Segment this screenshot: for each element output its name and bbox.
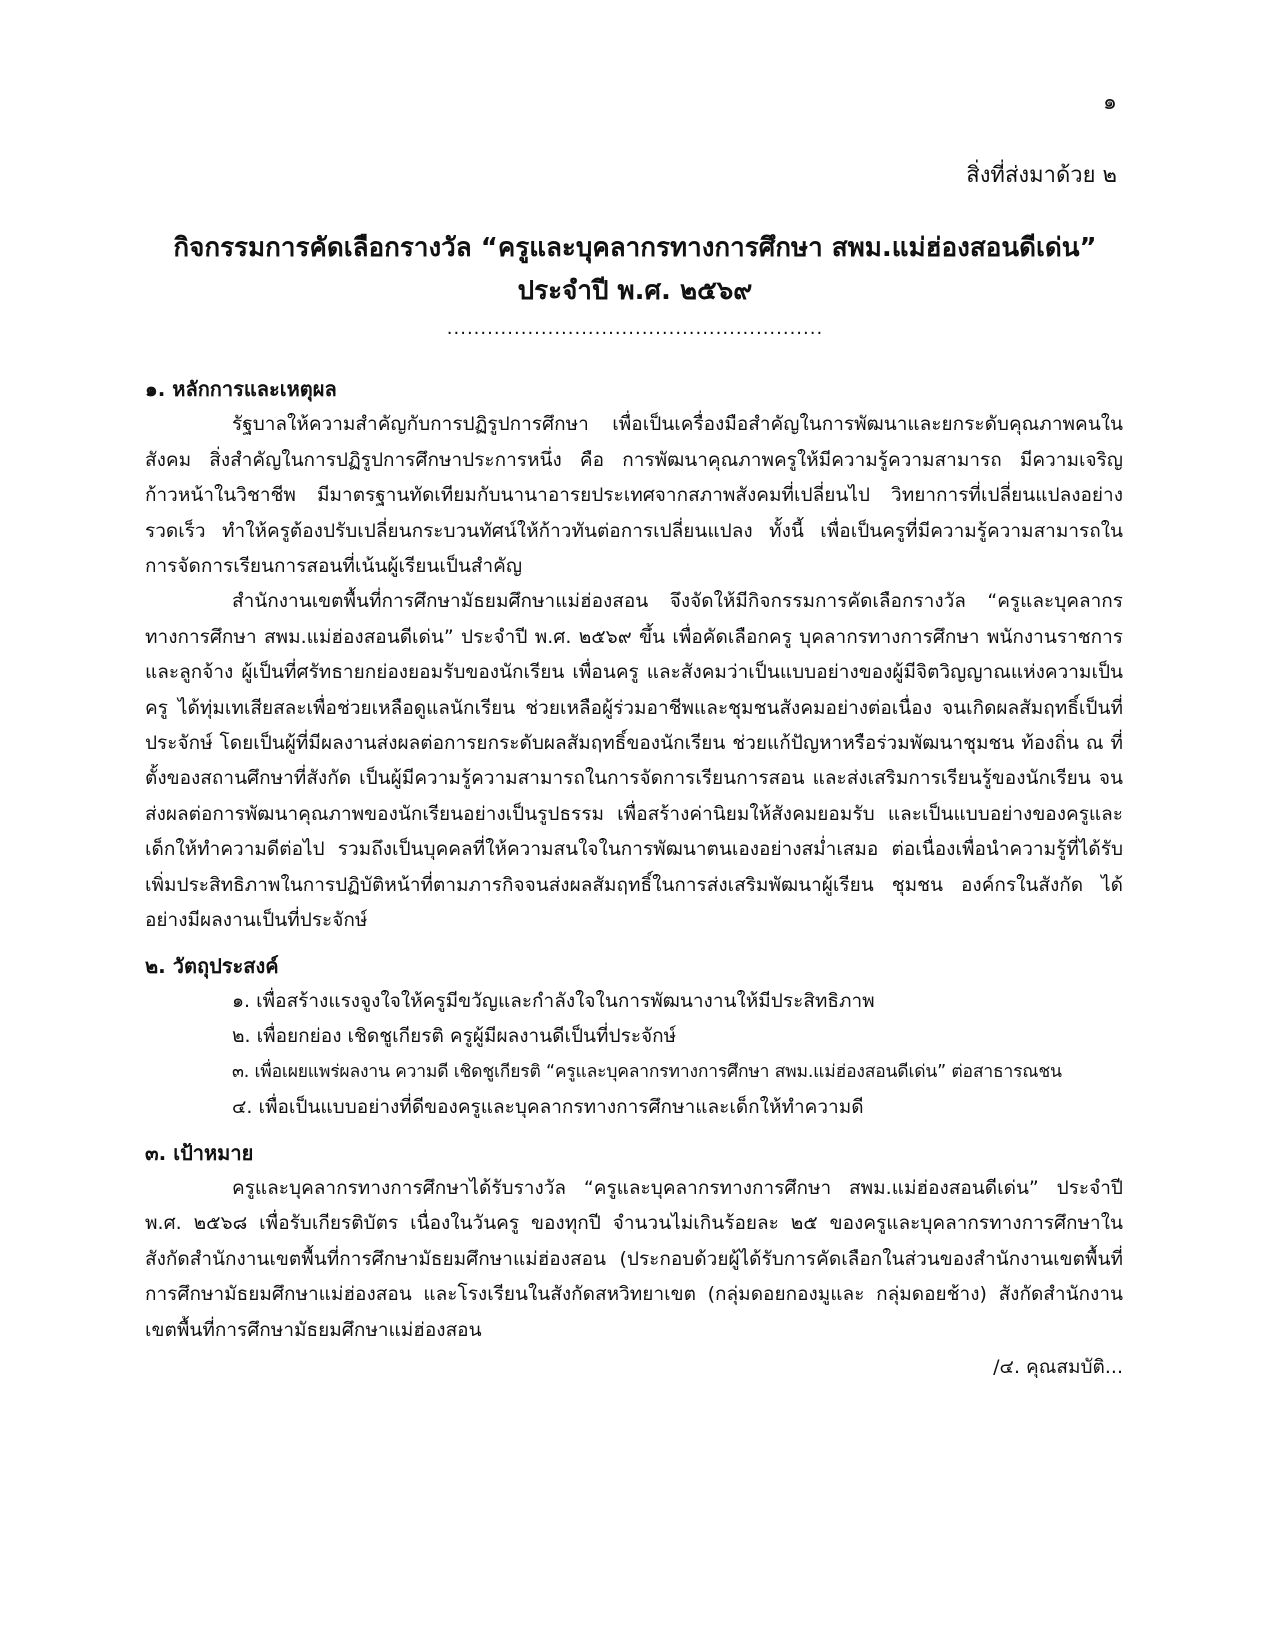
title-separator: ........................................................ <box>446 318 824 339</box>
section-heading: ๓. เป้าหมาย <box>145 1140 254 1165</box>
section-targets <box>145 1136 1123 1348</box>
section-principles <box>145 372 1123 939</box>
enclosure-label: สิ่งที่ส่งมาด้วย ๒ <box>966 163 1117 188</box>
title-line-2: ประจำปี พ.ศ. ๒๕๖๙ <box>517 276 753 306</box>
section-heading: ๑. หลักการและเหตุผล <box>145 377 337 401</box>
paragraph: รัฐบาลให้ความสำคัญกับการปฏิรูปการศึกษา เพื่อเป็นเครื่องมือสำคัญในการพัฒนาและยกระดับคุณภาพคนในสังคม สิ่งสำคัญในการปฏิรูปการศึกษาประการหนึ่ง คือ การพัฒนาคุณภาพครูให้มีความรู้ความสามารถ มีความเจริญก้าวหน้าในวิชาชีพ มีมาตรฐานทัดเทียมกับนานาอารยประเทศจากสภาพสังคมที่เปลี่ยนไป วิทยาการที่เปลี่ยนแปลงอย่างรวดเร็ว ทำให้ครูต้องปรับเปลี่ยนกระบวนทัศน์ให้ก้าวทันต่อการเปลี่ยนแปลง ทั้งนี้ เพื่อเป็นครูที่มีความรู้ความสามารถในการจัดการเรียนการสอนที่เน้นผู้เรียนเป็นสำคัญ <box>145 413 1123 578</box>
continuation-note: /๔. คุณสมบัติ... <box>993 1355 1123 1378</box>
section-objectives <box>145 949 1123 1126</box>
list-item: ๔. เพื่อเป็นแบบอย่างที่ดีของครูและบุคลากรทางการศึกษาและเด็กให้ทำความดี <box>232 1096 864 1119</box>
list-item: ๑. เพื่อสร้างแรงจูงใจให้ครูมีขวัญและกำลังใจในการพัฒนางานให้มีประสิทธิภาพ <box>232 989 875 1012</box>
list-item: ๓. เพื่อเผยแพร่ผลงาน ความดี เชิดชูเกียรติ “ครูและบุคลากรทางการศึกษา สพม.แม่ฮ่องสอนดีเด่น” ต่อสาธารณชน <box>232 1061 1062 1082</box>
page-number: ๑ <box>1103 90 1117 115</box>
section-heading: ๒. วัตถุประสงค์ <box>145 953 279 978</box>
list-item: ๒. เพื่อยกย่อง เชิดชูเกียรติ ครูผู้มีผลงานดีเป็นที่ประจักษ์ <box>232 1025 677 1048</box>
objectives-list <box>145 984 1123 1126</box>
paragraph: สำนักงานเขตพื้นที่การศึกษามัธยมศึกษาแม่ฮ่องสอน จึงจัดให้มีกิจกรรมการคัดเลือกรางวัล “ครูและบุคลากรทางการศึกษา สพม.แม่ฮ่องสอนดีเด่น” ประจำปี พ.ศ. ๒๕๖๙ ขึ้น เพื่อคัดเลือกครู บุคลากรทางการศึกษา พนักงานราชการ และลูกจ้าง ผู้เป็นที่ศรัทธายกย่องยอมรับของนักเรียน เพื่อนครู และสังคมว่าเป็นแบบอย่างของผู้มีจิตวิญญาณแห่งความเป็นครู ได้ทุ่มเทเสียสละเพื่อช่วยเหลือดูแลนักเรียน ช่วยเหลือผู้ร่วมอาชีพและชุมชนสังคมอย่างต่อเนื่อง จนเกิดผลสัมฤทธิ์เป็นที่ประจักษ์ โดยเป็นผู้ที่มีผลงานส่งผลต่อการยกระดับผลสัมฤทธิ์ของนักเรียน ช่วยแก้ปัญหาหรือร่วมพัฒนาชุมชน ท้องถิ่น ณ ที่ตั้งของสถานศึกษาที่สังกัด เป็นผู้มีความรู้ความสามารถในการจัดการเรียนการสอน และส่งเสริมการเรียนรู้ของนักเรียน จนส่งผลต่อการพัฒนาคุณภาพของนักเรียนอย่างเป็นรูปธรรม เพื่อสร้างค่านิยมให้สังคมยอมรับ และเป็นแบบอย่างของครูและเด็กให้ทำความดีต่อไป รวมถึงเป็นบุคคลที่ให้ความสนใจในการพัฒนาตนเองอย่างสม่ำเสมอ ต่อเนื่องเพื่อนำความรู้ที่ได้รับเพิ่มประสิทธิภาพในการปฏิบัติหน้าที่ตามภารกิจจนส่งผลสัมฤทธิ์ในการส่งเสริมพัฒนาผู้เรียน ชุมชน องค์กรในสังกัด ได้อย่างมีผลงานเป็นที่ประจักษ์ <box>145 590 1123 932</box>
paragraph: ครูและบุคลากรทางการศึกษาได้รับรางวัล “ครูและบุคลากรทางการศึกษา สพม.แม่ฮ่องสอนดีเด่น” ประจำปี พ.ศ. ๒๕๖๘ เพื่อรับเกียรติบัตร เนื่องในวันครู ของทุกปี จำนวนไม่เกินร้อยละ ๒๕ ของครูและบุคลากรทางการศึกษาในสังกัดสำนักงานเขตพื้นที่การศึกษามัธยมศึกษาแม่ฮ่องสอน (ประกอบด้วยผู้ได้รับการคัดเลือกในส่วนของสำนักงานเขตพื้นที่การศึกษามัธยมศึกษาแม่ฮ่องสอน และโรงเรียนในสังกัดสหวิทยาเขต (กลุ่มดอยกองมูและ กลุ่มดอยช้าง) สังกัดสำนักงานเขตพื้นที่การศึกษามัธยมศึกษาแม่ฮ่องสอน <box>145 1176 1123 1341</box>
title-line-1: กิจกรรมการคัดเลือกรางวัล “ครูและบุคลากรทางการศึกษา สพม.แม่ฮ่องสอนดีเด่น” <box>173 233 1097 263</box>
document-body <box>145 372 1123 1385</box>
document-title <box>145 228 1125 344</box>
